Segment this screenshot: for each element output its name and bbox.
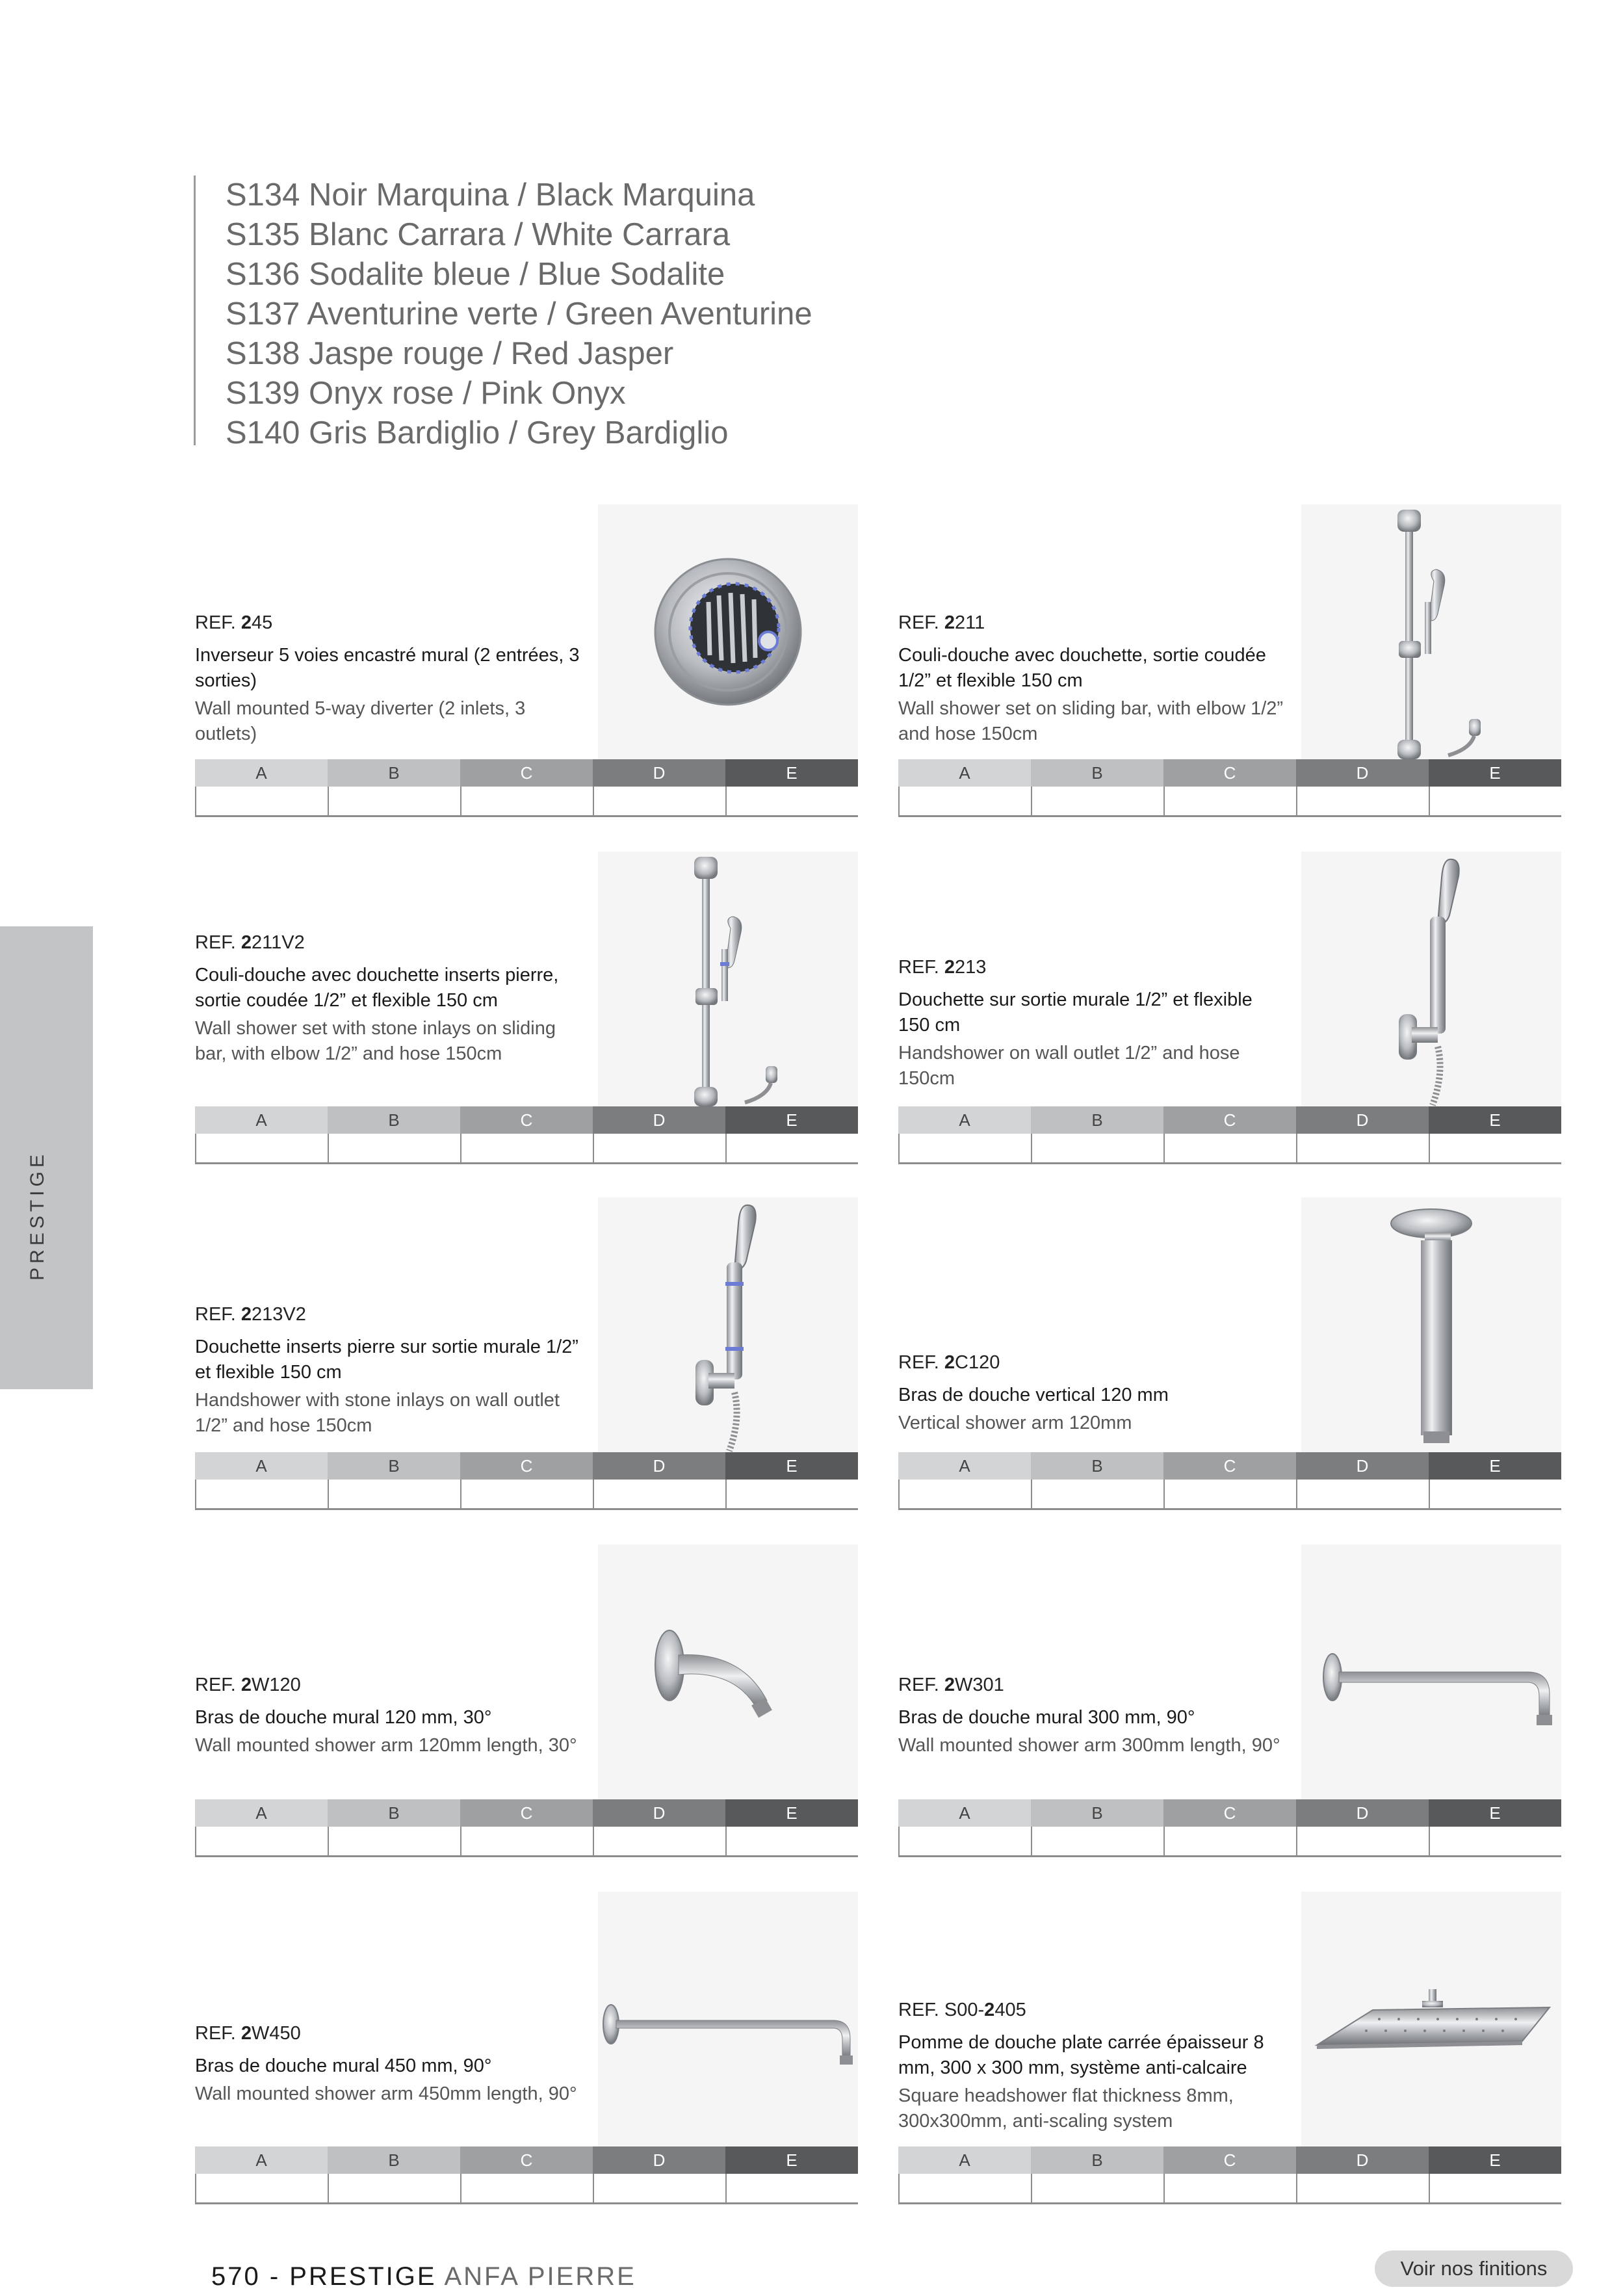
- finish-col-c: C: [1163, 1452, 1296, 1480]
- finish-cell: [593, 787, 725, 815]
- finish-cell: [1296, 1480, 1429, 1508]
- finish-table: [898, 2146, 1561, 2204]
- product-ref: REF. 2W301: [898, 1675, 1004, 1695]
- finish-cell: [195, 1480, 328, 1508]
- product-text: [195, 932, 585, 1067]
- product-text: [898, 957, 1288, 1091]
- product-description-en: Wall mounted shower arm 450mm length, 90°: [195, 2083, 577, 2104]
- product-description-fr: Douchette inserts pierre sur sortie murale 1/2” et flexible 150 cm: [195, 1337, 578, 1383]
- finish-cell: [898, 787, 1031, 815]
- product-ref: REF. 2211V2: [195, 932, 305, 953]
- finish-item: S136 Sodalite bleue / Blue Sodalite: [226, 257, 725, 292]
- finish-cell: [460, 1480, 593, 1508]
- finish-col-a: A: [898, 1452, 1031, 1480]
- product-card: [195, 852, 858, 1160]
- finish-item: S139 Onyx rose / Pink Onyx: [226, 376, 626, 411]
- finish-cell: [725, 787, 858, 815]
- finish-cell: [1163, 787, 1296, 815]
- finish-col-e: E: [725, 1452, 858, 1480]
- product-photo: [598, 504, 858, 762]
- finish-table: [195, 759, 858, 817]
- finish-cell: [593, 1134, 725, 1162]
- product-card: [195, 1545, 858, 1853]
- finish-cell: [1296, 2174, 1429, 2202]
- product-text: [195, 2023, 585, 2107]
- finish-cell: [725, 1480, 858, 1508]
- finish-col-d: D: [593, 1799, 725, 1827]
- product-ref: REF. 2211: [898, 612, 985, 633]
- handshower-image: [598, 1197, 858, 1455]
- finish-cell: [1429, 1480, 1561, 1508]
- product-description-en: Wall mounted shower arm 300mm length, 90°: [898, 1735, 1280, 1756]
- finish-col-e: E: [725, 759, 858, 787]
- product-card: [898, 1892, 1561, 2200]
- product-text: [898, 612, 1288, 747]
- product-description-fr: Bras de douche mural 450 mm, 90°: [195, 2055, 492, 2076]
- product-ref: REF. 2W450: [195, 2023, 301, 2044]
- product-photo: [1301, 852, 1561, 1109]
- product-description-en: Wall shower set with stone inlays on sliding bar, with elbow 1/2” and hose 150cm: [195, 1018, 556, 1064]
- finish-col-d: D: [593, 2146, 725, 2174]
- product-description-fr: Couli-douche avec douchette, sortie coudée 1/2” et flexible 150 cm: [898, 645, 1266, 691]
- finish-cell: [1163, 1827, 1296, 1855]
- finish-col-d: D: [1296, 1452, 1429, 1480]
- finish-cell: [1163, 1480, 1296, 1508]
- diverter-image: [598, 504, 858, 762]
- finish-table: [195, 1452, 858, 1510]
- finish-col-b: B: [1031, 2146, 1163, 2174]
- finish-col-d: D: [1296, 1799, 1429, 1827]
- finish-col-a: A: [195, 1799, 328, 1827]
- finish-col-a: A: [195, 1106, 328, 1134]
- finish-cell: [725, 1827, 858, 1855]
- product-card: [195, 1892, 858, 2200]
- finish-col-c: C: [1163, 2146, 1296, 2174]
- finish-cell: [328, 2174, 460, 2202]
- product-description-fr: Douchette sur sortie murale 1/2” et flexible 150 cm: [898, 989, 1253, 1036]
- product-text: [195, 1304, 585, 1439]
- finish-col-b: B: [1031, 759, 1163, 787]
- finish-cell: [1031, 2174, 1163, 2202]
- finish-cell: [1296, 1827, 1429, 1855]
- product-ref: REF. 2C120: [898, 1352, 1000, 1373]
- finish-col-d: D: [1296, 759, 1429, 787]
- finish-table: [195, 1106, 858, 1164]
- product-photo: [1301, 1892, 1561, 2149]
- product-card: [898, 1545, 1561, 1853]
- product-description-fr: Bras de douche mural 300 mm, 90°: [898, 1707, 1195, 1728]
- product-card: [195, 1197, 858, 1506]
- product-description-en: Square headshower flat thickness 8mm, 300x300mm, anti-scaling system: [898, 2085, 1234, 2132]
- finish-col-c: C: [460, 1106, 593, 1134]
- product-card: [898, 852, 1561, 1160]
- finish-col-c: C: [460, 1799, 593, 1827]
- finish-cell: [328, 1134, 460, 1162]
- finish-cell: [593, 1827, 725, 1855]
- side-tab-label: PRESTIGE: [27, 1151, 48, 1281]
- product-description-en: Handshower on wall outlet 1/2” and hose 150cm: [898, 1043, 1240, 1089]
- product-description-en: Wall mounted shower arm 120mm length, 30°: [195, 1735, 577, 1756]
- product-card: [898, 504, 1561, 813]
- finish-col-a: A: [195, 1452, 328, 1480]
- finish-col-b: B: [328, 2146, 460, 2174]
- product-description-en: Vertical shower arm 120mm: [898, 1413, 1132, 1433]
- finish-cell: [460, 787, 593, 815]
- finish-col-b: B: [1031, 1452, 1163, 1480]
- finish-cell: [328, 1827, 460, 1855]
- finish-table: [898, 1799, 1561, 1857]
- finish-col-b: B: [328, 1799, 460, 1827]
- product-description-fr: Pomme de douche plate carrée épaisseur 8 mm, 300 x 300 mm, système anti-calcaire: [898, 2032, 1264, 2078]
- finish-table: [195, 1799, 858, 1857]
- product-card: [898, 1197, 1561, 1506]
- square-headshower-image: [1301, 1892, 1561, 2149]
- footer-collection: ANFA PIERRE: [444, 2262, 636, 2291]
- finish-col-c: C: [1163, 1799, 1296, 1827]
- product-photo: [1301, 1545, 1561, 1802]
- finish-cell: [1429, 1827, 1561, 1855]
- handshower-image: [1301, 852, 1561, 1109]
- finish-table: [898, 1106, 1561, 1164]
- finish-col-d: D: [593, 1106, 725, 1134]
- product-photo: [1301, 504, 1561, 762]
- finish-item: S135 Blanc Carrara / White Carrara: [226, 217, 731, 252]
- product-description-fr: Bras de douche mural 120 mm, 30°: [195, 1707, 492, 1728]
- product-description-fr: Couli-douche avec douchette inserts pierre, sortie coudée 1/2” et flexible 150 cm: [195, 965, 559, 1011]
- long-arm-image: [598, 1892, 858, 2149]
- product-description-en: Wall shower set on sliding bar, with elbow 1/2” and hose 150cm: [898, 698, 1284, 744]
- sliding-bar-shower-image: [598, 852, 858, 1109]
- finish-cell: [1296, 1134, 1429, 1162]
- finish-col-a: A: [898, 759, 1031, 787]
- finish-col-c: C: [460, 2146, 593, 2174]
- product-description-fr: Inverseur 5 voies encastré mural (2 entrées, 3 sorties): [195, 645, 580, 691]
- product-photo: [1301, 1197, 1561, 1455]
- finish-col-a: A: [898, 2146, 1031, 2174]
- finish-cell: [1429, 787, 1561, 815]
- finish-cell: [195, 1827, 328, 1855]
- finish-cell: [460, 2174, 593, 2202]
- product-text: [898, 1352, 1288, 1436]
- product-text: [195, 1675, 585, 1758]
- finish-table: [195, 2146, 858, 2204]
- page-number: 570: [211, 2262, 261, 2291]
- finish-col-d: D: [593, 759, 725, 787]
- finish-col-c: C: [460, 759, 593, 787]
- vertical-arm-image: [1301, 1197, 1561, 1455]
- finish-col-b: B: [328, 759, 460, 787]
- product-description-en: Handshower with stone inlays on wall outlet 1/2” and hose 150cm: [195, 1390, 560, 1436]
- finish-col-a: A: [898, 1799, 1031, 1827]
- finish-cell: [898, 1134, 1031, 1162]
- product-text: [195, 612, 585, 747]
- finish-col-c: C: [1163, 1106, 1296, 1134]
- finish-col-e: E: [1429, 1452, 1561, 1480]
- curved-arm-image: [598, 1545, 858, 1802]
- product-card: [195, 504, 858, 813]
- finish-col-c: C: [460, 1452, 593, 1480]
- finish-col-b: B: [1031, 1106, 1163, 1134]
- finish-col-e: E: [1429, 2146, 1561, 2174]
- finish-col-d: D: [1296, 2146, 1429, 2174]
- finish-cell: [593, 2174, 725, 2202]
- finish-col-a: A: [898, 1106, 1031, 1134]
- product-ref: REF. 2213V2: [195, 1304, 306, 1325]
- product-photo: [598, 1892, 858, 2149]
- finish-cell: [898, 2174, 1031, 2202]
- finish-cell: [1163, 1134, 1296, 1162]
- finish-cell: [593, 1480, 725, 1508]
- finish-cell: [195, 787, 328, 815]
- product-description-fr: Bras de douche vertical 120 mm: [898, 1385, 1169, 1405]
- page-footer: 570 - PRESTIGE ANFA PIERRE: [211, 2262, 636, 2291]
- finish-cell: [1163, 2174, 1296, 2202]
- finish-cell: [328, 787, 460, 815]
- finish-col-b: B: [328, 1106, 460, 1134]
- footer-brand: PRESTIGE: [289, 2262, 437, 2291]
- product-photo: [598, 852, 858, 1109]
- finish-item: S134 Noir Marquina / Black Marquina: [226, 177, 755, 213]
- product-text: [898, 1675, 1288, 1758]
- finish-cell: [1031, 1480, 1163, 1508]
- finish-item: S137 Aventurine verte / Green Aventurine: [226, 296, 812, 332]
- finish-col-d: D: [593, 1452, 725, 1480]
- product-photo: [598, 1197, 858, 1455]
- product-ref: REF. 245: [195, 612, 273, 633]
- finish-cell: [328, 1480, 460, 1508]
- finish-col-e: E: [725, 1106, 858, 1134]
- product-text: [898, 2000, 1288, 2134]
- finishes-list: [194, 176, 812, 450]
- finish-cell: [1031, 787, 1163, 815]
- finish-col-b: B: [328, 1452, 460, 1480]
- product-description-en: Wall mounted 5-way diverter (2 inlets, 3 outlets): [195, 698, 526, 744]
- product-ref: REF. 2W120: [195, 1675, 301, 1695]
- finish-col-a: A: [195, 759, 328, 787]
- product-ref: REF. S00-2405: [898, 2000, 1026, 2020]
- product-photo: [598, 1545, 858, 1802]
- finish-col-e: E: [1429, 759, 1561, 787]
- finish-cell: [1031, 1134, 1163, 1162]
- finish-cell: [460, 1134, 593, 1162]
- finish-cell: [898, 1827, 1031, 1855]
- finish-col-e: E: [725, 1799, 858, 1827]
- finish-table: [898, 759, 1561, 817]
- long-arm-image: [1301, 1545, 1561, 1802]
- finish-col-b: B: [1031, 1799, 1163, 1827]
- finish-cell: [1429, 2174, 1561, 2202]
- finish-col-d: D: [1296, 1106, 1429, 1134]
- finish-col-c: C: [1163, 759, 1296, 787]
- finish-col-e: E: [1429, 1799, 1561, 1827]
- product-ref: REF. 2213: [898, 957, 987, 978]
- finish-col-e: E: [725, 2146, 858, 2174]
- finish-cell: [898, 1480, 1031, 1508]
- view-finishes-button[interactable]: Voir nos finitions: [1375, 2250, 1573, 2287]
- finish-cell: [195, 1134, 328, 1162]
- finish-cell: [460, 1827, 593, 1855]
- finish-cell: [1031, 1827, 1163, 1855]
- sliding-bar-shower-image: [1301, 504, 1561, 762]
- finish-item: S138 Jaspe rouge / Red Jasper: [226, 336, 674, 371]
- finish-cell: [195, 2174, 328, 2202]
- finish-cell: [1429, 1134, 1561, 1162]
- finish-table: [898, 1452, 1561, 1510]
- finish-col-a: A: [195, 2146, 328, 2174]
- finish-item: S140 Gris Bardiglio / Grey Bardiglio: [226, 415, 729, 450]
- finish-cell: [1296, 787, 1429, 815]
- finish-cell: [725, 1134, 858, 1162]
- finish-col-e: E: [1429, 1106, 1561, 1134]
- finish-cell: [725, 2174, 858, 2202]
